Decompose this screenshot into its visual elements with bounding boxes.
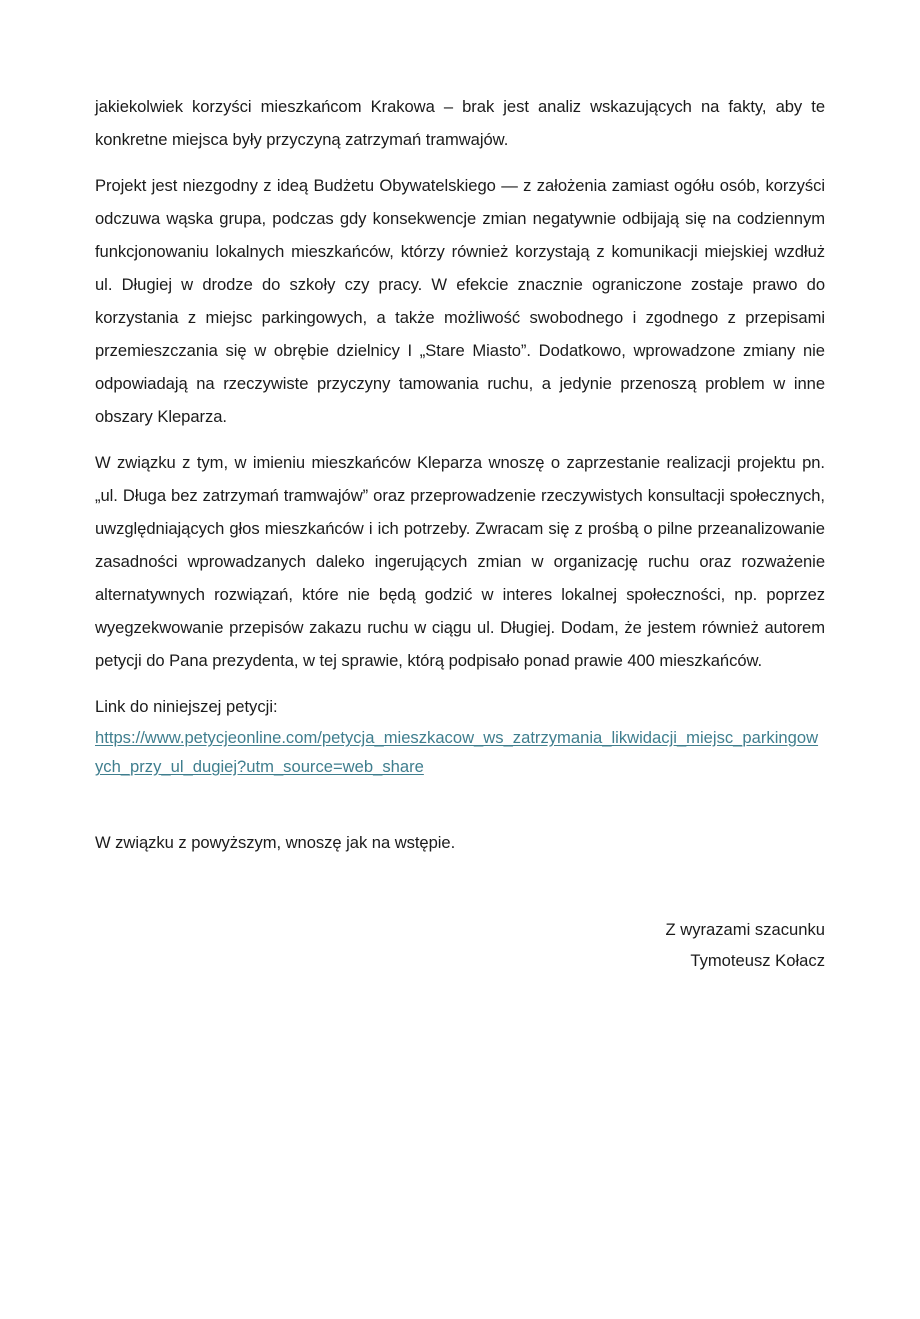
signature-block <box>95 914 825 976</box>
document-body <box>95 90 825 976</box>
paragraph-3: W związku z tym, w imieniu mieszkańców Kleparza wnoszę o zaprzestanie realizacji projektu pn. „ul. Długa bez zatrzymań tramwajów” oraz przeprowadzenie rzeczywistych konsultacji społecznych, uwzględniających głos mieszkańców i ich potrzeby. Zwracam się z prośbą o pilne przeanalizowanie zasadności wprowadzanych daleko ingerujących zmian w organizację ruchu oraz rozważenie alternatywnych rozwiązań, które nie będą godzić w interes lokalnej społeczności, np. poprzez wyegzekwowanie przepisów zakazu ruchu w ciągu ul. Długiej. Dodam, że jestem również autorem petycji do Pana prezydenta, w tej sprawie, którą podpisało ponad prawie 400 mieszkańców. <box>95 453 825 670</box>
link-spacer <box>95 781 825 826</box>
petition-url-link[interactable]: https://www.petycjeonline.com/petycja_mieszkacow_ws_zatrzymania_likwidacji_miejsc_parkingowych_przy_ul_dugiej?utm_source=web_share <box>95 728 819 776</box>
closing-line: W związku z powyższym, wnoszę jak na wstępie. <box>95 833 456 852</box>
signature-spacer <box>95 872 825 914</box>
signature-name: Tymoteusz Kołacz <box>690 951 825 970</box>
paragraph-1: jakiekolwiek korzyści mieszkańcom Krakowa – brak jest analiz wskazujących na fakty, aby te konkretne miejsca były przyczyną zatrzymań tramwajów. <box>95 97 825 149</box>
petition-link-block <box>95 723 825 781</box>
signature-valediction: Z wyrazami szacunku <box>665 920 825 939</box>
link-intro-label: Link do niniejszej petycji: <box>95 697 278 716</box>
paragraph-2: Projekt jest niezgodny z ideą Budżetu Obywatelskiego — z założenia zamiast ogółu osób, korzyści odczuwa wąska grupa, podczas gdy konsekwencje zmian negatywnie odbijają się na codziennym funkcjonowaniu lokalnych mieszkańców, którzy również korzystają z komunikacji miejskiej wzdłuż ul. Długiej w drodze do szkoły czy pracy. W efekcie znacznie ograniczone zostaje prawo do korzystania z miejsc parkingowych, a także możliwość swobodnego i zgodnego z przepisami przemieszczania się w obrębie dzielnicy I „Stare Miasto”. Dodatkowo, wprowadzone zmiany nie odpowiadają na rzeczywiste przyczyny tamowania ruchu, a jedynie przenoszą problem w inne obszary Kleparza. <box>95 176 825 426</box>
